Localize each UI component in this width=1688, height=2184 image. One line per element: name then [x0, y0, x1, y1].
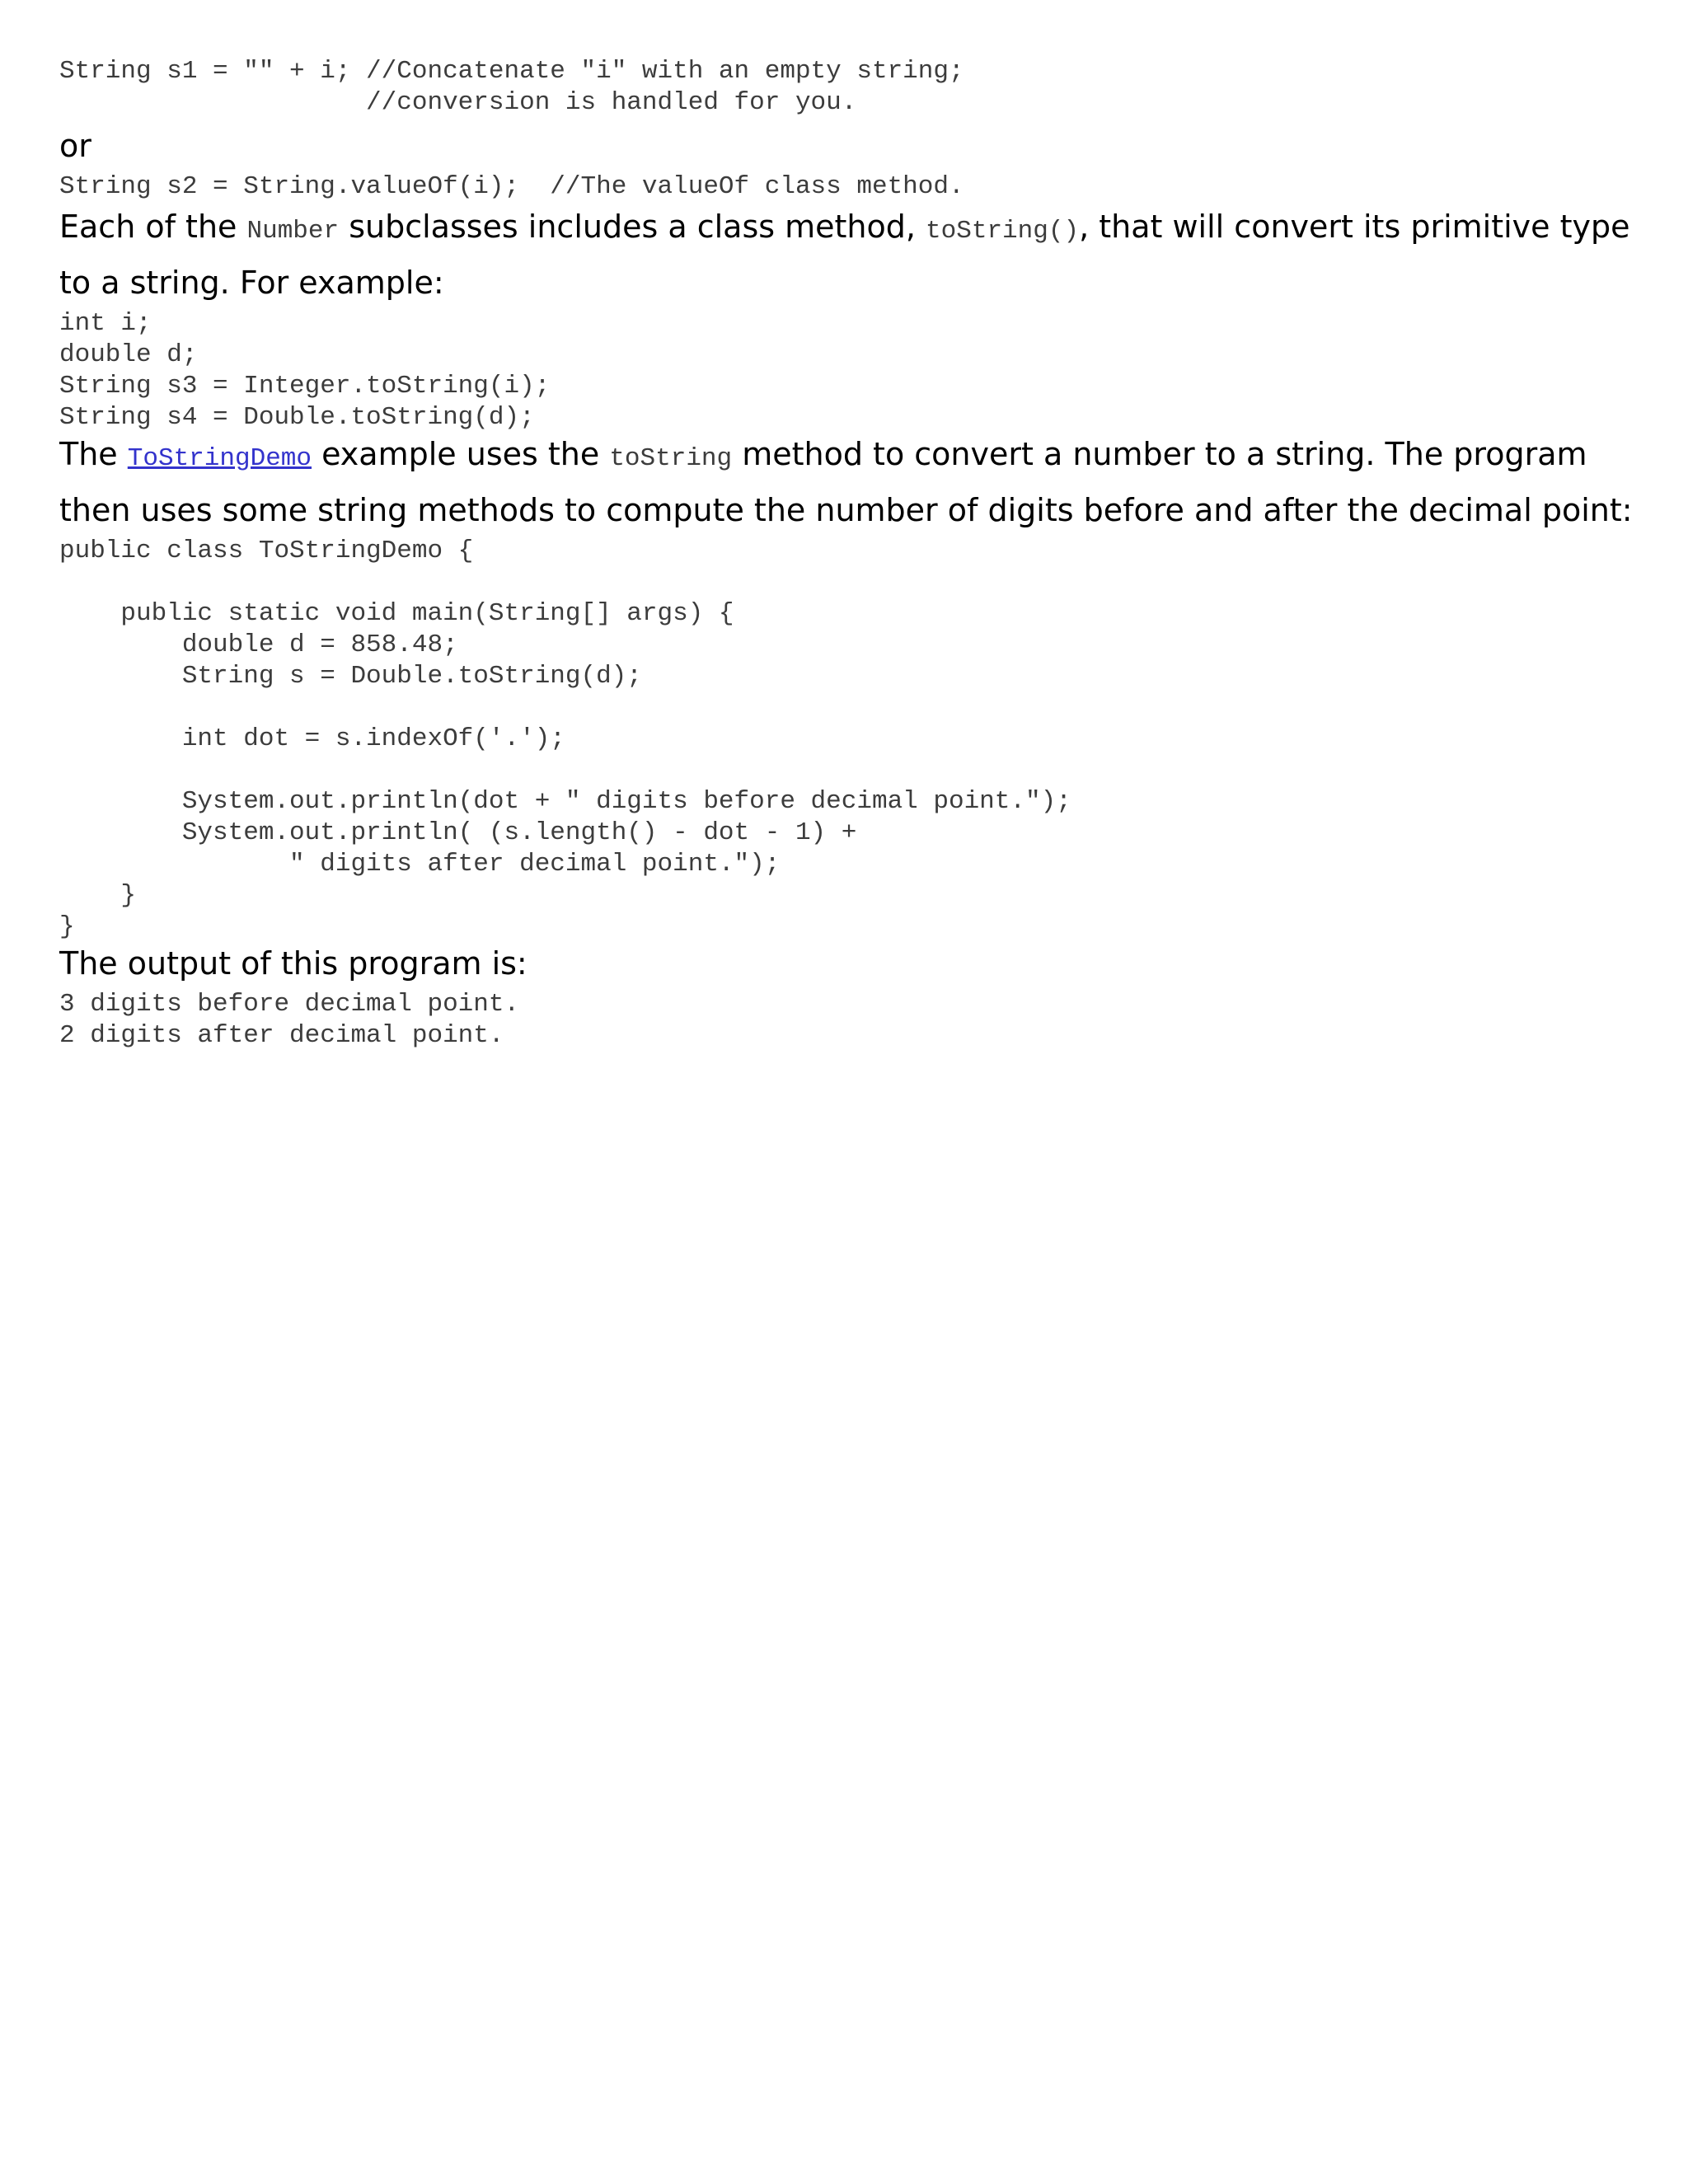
document-page	[59, 56, 1634, 1052]
paragraph-text: , that will convert its primitive type to a string. For example:	[59, 209, 1630, 301]
paragraph-text: example uses the	[312, 436, 610, 472]
paragraph-output-intro: The output of this program is:	[59, 945, 528, 982]
code-block-valueof: String s2 = String.valueOf(i); //The valueOf class method.	[59, 172, 964, 201]
paragraph-text: subclasses includes a class method,	[339, 209, 926, 245]
inline-code-tostring: toString()	[926, 217, 1080, 246]
paragraph-text: Each of the	[59, 209, 247, 245]
paragraph-text: method to convert a number to a string. The program then uses some string methods to compute the number of digits before and after the decimal point:	[59, 436, 1633, 528]
or-text: or	[59, 128, 91, 164]
paragraph-text: The	[59, 436, 128, 472]
paragraph-tostringdemo-intro	[59, 429, 1634, 536]
tostringdemo-link[interactable]: ToStringDemo	[127, 444, 312, 473]
inline-code-tostring-method: toString	[609, 444, 733, 473]
code-block-tostring-examples: int i; double d; String s3 = Integer.toString(i); String s4 = Double.toString(d);	[59, 309, 551, 432]
code-block-tostringdemo-class: public class ToStringDemo { public static void main(String[] args) { double d = 858.48; String s = Double.toString(d); int dot = s.indexOf('.'); System.out.println(dot + " digits before decimal point."); System.out.println( (s.length() - dot - 1) + " digits after decimal point."); } }	[59, 537, 1071, 941]
code-block-program-output: 3 digits before decimal point. 2 digits after decimal point.	[59, 990, 520, 1050]
code-block-string-concat: String s1 = "" + i; //Concatenate "i" with an empty string; //conversion is handled for you.	[59, 57, 964, 117]
paragraph-number-subclasses	[59, 201, 1634, 308]
inline-code-number: Number	[246, 217, 340, 246]
